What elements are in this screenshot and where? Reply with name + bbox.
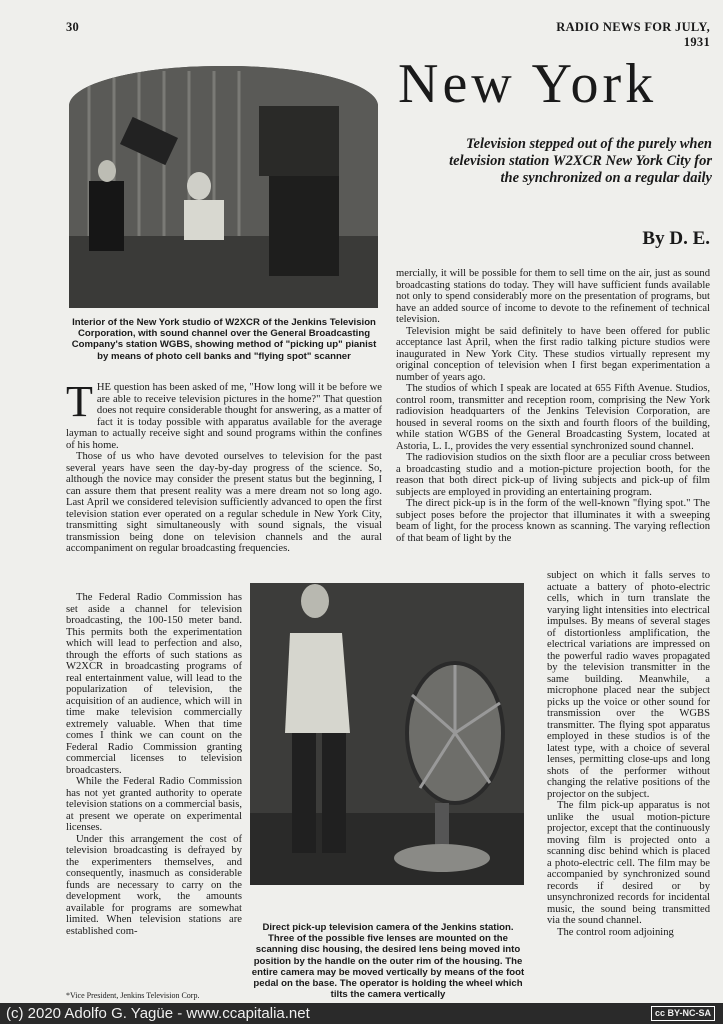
camera-caption: Direct pick-up television camera of the Jenkins station. Three of the possible five lenses are mounted on the scanning disc housing, the desired lens being moved into position by the handle on the outer rim of the housing. The entire camera may be moved vertically by means of the foot pedal on the base. The operator is holding the wheel which tilts the camera vertically <box>251 922 525 1001</box>
page-number: 30 <box>66 20 80 34</box>
studio-caption: Interior of the New York studio of W2XCR of the Jenkins Television Corporation, with sound channel over the General Broadcasting Company's station WGBS, showing method of "picking up" pianist by means of photo cell banks and "flying spot" scanner <box>71 317 377 362</box>
left-column-top <box>66 377 382 555</box>
right-column-narrow <box>547 570 710 938</box>
copyright-bar <box>0 1003 723 1024</box>
paragraph: Under this arrangement the cost of television broadcasting is defrayed by the experimenters themselves, and consequently, inasmuch as considerable funds are necessary to carry on the development work, the amounts available for programs are somewhat limited. When television stations are established com- <box>66 833 242 937</box>
cc-license-badge: cc BY-NC-SA <box>651 1006 715 1021</box>
paragraph: The control room adjoining <box>557 926 674 938</box>
studio-photo <box>69 66 378 308</box>
running-head: RADIO NEWS FOR JULY, 1931 <box>556 20 710 49</box>
article-title: New York <box>398 53 658 115</box>
footnote: *Vice President, Jenkins Television Corp. <box>66 991 200 1000</box>
paragraph: mercially, it will be possible for them to sell time on the air, just as sound broadcasting stations do today. They will have sufficient funds available not only to spend considerably more on the presentation of programs, but have an added source of income to devote to the refinement of technical television. <box>396 268 710 325</box>
paragraph: The studios of which I speak are located at 655 Fifth Avenue. Studios, control room, transmitter and reception room, comprising the New York radiovision headquarters of the Jenkins Television Corporation, are housed in several rooms on the sixth and fourth floors of the building, while station WGBS of the General Broadcasting System, located at Astoria, L. I., provides the very essential synchronized sound channel. <box>396 383 710 452</box>
article-deck: Television stepped out of the purely when television station W2XCR New York City for the synchronized on a regular daily <box>449 136 712 186</box>
paragraph: The direct pick-up is in the form of the well-known "flying spot." The subject poses before the projector that illuminates it with a sweeping beam of light, for the process known as scanning. The varying reflection of that beam of light by the <box>396 498 710 544</box>
paragraph: Those of us who have devoted ourselves to television for the past several years have seen the day-by-day progress of the science. So, although the novice may consider the present status but the beginning, I can assure them that present reality was a mere dream not so long ago. Last April we considered television sufficiently advanced to open the first television station ever operated on a regular schedule in New York City, transmitting sight simultaneously with sound signals, the visual transmission being done on television channels and the aural accompaniment on regular broadcasting frequencies. <box>66 451 382 554</box>
paragraph: The Federal Radio Commission has set aside a channel for television broadcasting, the 100-150 meter band. This permits both the experimentation which will lead to perfection and also, through the efforts of such stations as W2XCR in broadcasting programs of real entertainment value, will lead to the popularization of television, the acquisition of an audience, which will in time make television commercially extremely valuable. When that time comes I think we can count on the Federal Radio Commission granting commercial licenses to television broadcasters. <box>66 592 242 776</box>
paragraph: The film pick-up apparatus is not unlike the usual motion-picture projector, except that the continuously moving film is projected onto a scanning disc behind which is placed a photo-electric cell. The film may be accompanied by synchronized sound records if desired or by unsynchronized records for incidental music, the sound being transmitted via the sound channel. <box>547 800 710 926</box>
drop-cap: T <box>66 377 93 426</box>
copyright-text: (c) 2020 Adolfo G. Yagüe - www.ccapitalia.net <box>6 1005 310 1022</box>
byline: By D. E. <box>642 228 710 249</box>
paragraph: Television might be said definitely to have been offered for public acceptance last April, when the first radio talking picture studios were inaugurated in New York City. These studios virtually represent my original conception of television when I first began experimentation a number of years ago. <box>396 325 710 383</box>
paragraph: HE question has been asked of me, "How long will it be before we are able to receive television pictures in the home?" That question does not require considerable thought for answering, as a matter of fact it is today possible with apparatus available for the average layman to actually receive sight and sound programs within the confines of his home. <box>66 382 382 451</box>
camera-photo-illustration <box>250 583 524 885</box>
paragraph: While the Federal Radio Commission has not yet granted authority to operate television stations on a commercial basis, at present we operate on experimental licenses. <box>66 776 242 833</box>
camera-photo <box>250 583 524 885</box>
right-column-top <box>396 268 710 544</box>
studio-photo-illustration <box>69 66 378 308</box>
paragraph: The radiovision studios on the sixth floor are a peculiar cross between a broadcasting studio and a motion-picture projection booth, for the reason that both direct pick-up of living subjects and pick-up of film subjects are employed in providing an entertaining program. <box>396 452 710 498</box>
paragraph: subject on which it falls serves to actuate a battery of photo-electric cells, which in turn translate the varying light intensities into electrical impulses. By means of several stages of distortionless amplification, the electrical variations are impressed on the powerful radio waves propagated by the television transmitter in the same building. Meanwhile, a microphone placed near the subject picks up the voice or other sound for transmission over the WGBS transmitter. The flying spot apparatus employed in these studios is of the latest type, with a choice of several lenses, permitting close-ups and long shots of the performer without changing the relative positions of the projector on the subject. <box>547 570 710 800</box>
left-column-narrow <box>66 592 242 937</box>
